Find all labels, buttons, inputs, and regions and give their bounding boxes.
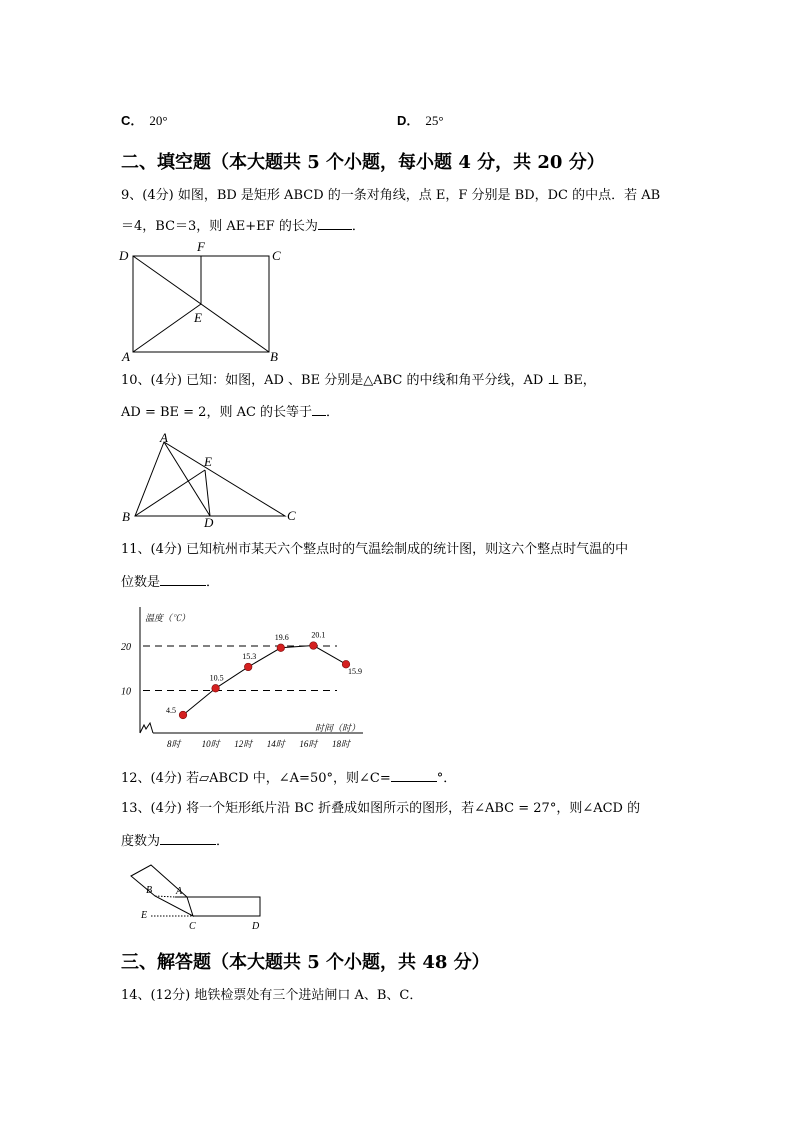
label-e: E <box>194 310 202 325</box>
label-e: E <box>141 910 148 921</box>
label-a: A <box>160 430 168 445</box>
axis-break <box>140 723 153 733</box>
data-label: 20.1 <box>311 630 326 640</box>
label-d: D <box>119 248 129 263</box>
q11-line2: 位数是 ． <box>121 572 219 593</box>
x-tick-label: 8时 <box>167 739 181 749</box>
label-a: A <box>122 349 130 364</box>
label-c: C <box>272 248 281 263</box>
answer-blank <box>391 768 437 782</box>
x-tick-label: 18时 <box>332 739 351 749</box>
q9-line1: 9、(4分) 如图，BD 是矩形 ABCD 的一条对角线，点 E，F 分别是 BD，DC 的中点．若 AB <box>121 188 661 203</box>
data-point <box>277 644 285 652</box>
section-2-title: 二、填空题（本大题共 5 个小题，每小题 4 分，共 20 分） <box>121 152 605 173</box>
data-label: 15.3 <box>242 651 257 661</box>
answer-blank <box>312 402 326 416</box>
option-c: C． 20° <box>121 113 168 128</box>
data-label: 10.5 <box>209 673 224 683</box>
section-3-title: 三、解答题（本大题共 5 个小题，共 48 分） <box>121 952 490 973</box>
option-d: D． 25° <box>397 113 444 128</box>
y-tick-label: 20 <box>121 642 131 653</box>
label-e: E <box>204 454 212 469</box>
data-label: 4.5 <box>166 705 176 715</box>
x-tick-label: 12时 <box>234 739 253 749</box>
label-c: C <box>287 508 296 523</box>
q13-line2: 度数为 ． <box>121 831 229 852</box>
data-label: 15.9 <box>348 667 362 677</box>
series-line <box>183 646 346 715</box>
q13-line1: 13、(4分) 将一个矩形纸片沿 BC 折叠成如图所示的图形，若∠ABC = 27°，则∠ACD 的 <box>121 801 641 816</box>
q11-line1: 11、(4分) 已知杭州市某天六个整点时的气温绘制成的统计图，则这六个整点时气温的中 <box>121 542 629 557</box>
label-b: B <box>270 349 278 364</box>
y-tick-label: 10 <box>121 686 131 698</box>
data-label: 19.6 <box>274 632 289 642</box>
answer-blank <box>160 831 216 845</box>
label-c: C <box>189 921 196 932</box>
label-f: F <box>197 239 205 254</box>
q13-folded-paper-figure <box>115 860 275 935</box>
label-d: D <box>252 921 260 932</box>
q14-text: 14、(12分) 地铁检票处有三个进站闸口 A、B、C． <box>121 988 423 1003</box>
x-tick-label: 10时 <box>201 739 220 749</box>
q12-text: 12、(4分) 若▱ABCD 中，∠A=50°，则∠C= °． <box>121 768 456 789</box>
label-a: A <box>176 886 183 897</box>
temperature-line-chart <box>115 605 375 755</box>
q10-line2: AD = BE = 2，则 AC 的长等于 ． <box>121 402 339 423</box>
answer-blank <box>160 572 206 586</box>
answer-blank <box>318 216 352 230</box>
x-tick-label: 16时 <box>299 739 318 749</box>
q10-line1: 10、(4分) 已知：如图，AD 、BE 分别是△ABC 的中线和角平分线，AD ⊥ BE， <box>121 373 596 388</box>
data-point <box>244 663 252 671</box>
data-point <box>310 642 318 650</box>
x-axis-label: 时间（时） <box>315 723 361 733</box>
data-point <box>212 684 220 692</box>
x-tick-label: 14时 <box>266 739 285 749</box>
q10-triangle-figure <box>115 430 305 530</box>
label-d: D <box>204 515 214 530</box>
y-axis-label: 温度（℃） <box>145 613 191 623</box>
q9-rectangle-figure <box>115 238 290 364</box>
label-b: B <box>146 885 153 896</box>
q9-line2: ＝4，BC＝3，则 AE+EF 的长为 ． <box>121 216 365 237</box>
data-point <box>179 711 187 719</box>
label-b: B <box>122 509 130 524</box>
